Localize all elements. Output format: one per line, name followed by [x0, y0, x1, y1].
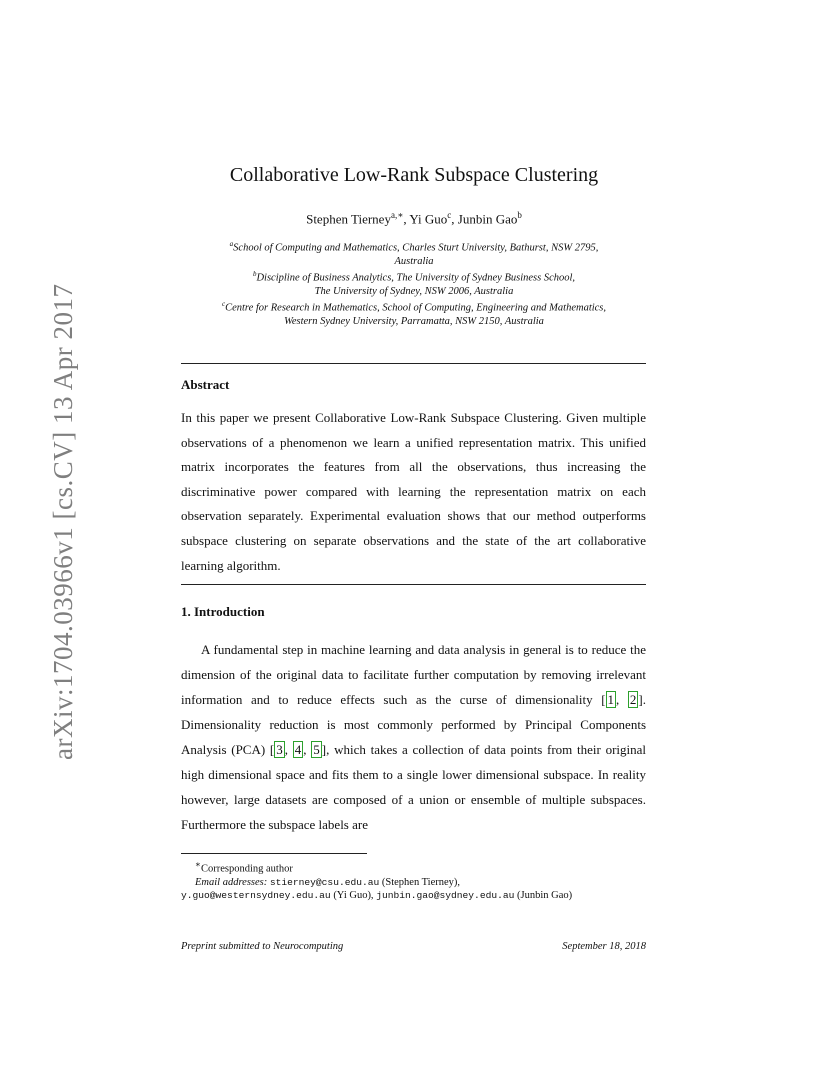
footnote-text: (Junbin Gao): [514, 889, 573, 901]
footnote: [181, 858, 651, 902]
citation-link[interactable]: 2: [629, 692, 637, 707]
section-heading-introduction: 1. Introduction: [181, 604, 265, 619]
abstract-heading: Abstract: [181, 377, 230, 392]
affiliation: [170, 238, 658, 268]
affiliation-line: School of Computing and Mathematics, Charles Sturt University, Bathurst, NSW 2795,: [233, 242, 599, 254]
author-list: Stephen Tierney$^{a,∗}$, Yi Guo$^c$, Junbin Gao$^b$: [306, 210, 522, 227]
affiliation-line: The University of Sydney, NSW 2006, Australia: [314, 285, 514, 297]
author-name: Junbin Gao: [457, 211, 518, 227]
paper-title: Collaborative Low-Rank Subspace Clustering: [229, 164, 599, 186]
body-text: ], which takes a collection of data points from their original high dimensional space and fits them to a single lower dimensional subspace. In reality however, large datasets are composed of a union or ensemble of multiple subspaces. Furthermore the subspace labels are: [181, 742, 647, 832]
body-text: ,: [303, 742, 312, 757]
email-link[interactable]: y.guo@westernsydney.edu.au: [181, 889, 331, 901]
citation-link[interactable]: 3: [276, 742, 283, 757]
preprint-note: Preprint submitted to Neurocomputing: [181, 941, 344, 952]
citation-link[interactable]: 5: [313, 742, 320, 757]
footnote-emails-line2: [181, 889, 651, 902]
preprint-date: September 18, 2018: [562, 941, 646, 952]
affiliations: [170, 238, 658, 328]
author-name: Stephen Tierney: [306, 211, 391, 227]
author-superscript: c: [447, 210, 452, 220]
body-text: ]. Dimensionality reduction is most commonly performed by Principal Components Analysis (PCA) [: [181, 692, 646, 757]
footnote-emails-line1: [181, 876, 651, 889]
affiliation-line: Australia: [394, 255, 434, 267]
affiliation-mark: b: [252, 269, 257, 278]
affiliation-line: Discipline of Business Analytics, The University of Sydney Business School,: [256, 272, 576, 284]
body-text: ,: [284, 742, 293, 757]
footnote-mark: ∗: [195, 859, 201, 869]
citation-link[interactable]: 1: [607, 692, 615, 707]
author-name: Yi Guo: [409, 211, 448, 227]
author-superscript: a,∗: [390, 210, 404, 220]
email-link[interactable]: junbin.gao@sydney.edu.au: [376, 889, 515, 901]
affiliation-line: Western Sydney University, Parramatta, NSW 2150, Australia: [284, 315, 544, 327]
abstract-bottom-rule: [181, 584, 646, 585]
affiliation-mark: c: [221, 299, 226, 308]
abstract-text: In this paper we present Collaborative Low-Rank Subspace Clustering. Given multiple observations of a phenomenon we learn a unified representation matrix. This unified matrix incorporates the features from all the observations, thus increasing the discriminative power compared with learning the representation matrix on each observation separately. Experimental evaluation shows that our method outperforms subspace clustering on separate observations and the state of the art collaborative learning algorithm.: [181, 410, 646, 573]
abstract-top-rule: [181, 363, 646, 364]
footnote-text: Corresponding author: [200, 863, 293, 875]
footnote-text: (Yi Guo),: [330, 889, 377, 901]
arxiv-identifier: arXiv:1704.03966v1 [cs.CV] 13 Apr 2017: [48, 283, 78, 760]
footnote-corresponding: [181, 858, 651, 876]
footnote-text: (Stephen Tierney),: [379, 876, 461, 888]
email-label: Email addresses:: [195, 876, 268, 888]
body-text: A fundamental step in machine learning and data analysis in general is to reduce the dimension of the original data to facilitate further computation by removing irrelevant information and to reduce effects such as the curse of dimensionality [: [181, 642, 646, 707]
introduction-paragraph: [181, 637, 646, 837]
body-text: ,: [616, 692, 628, 707]
author-superscript: b: [517, 210, 522, 220]
affiliation-mark: a: [229, 240, 234, 248]
affiliation: [170, 298, 658, 328]
footnote-rule: [181, 853, 367, 854]
affiliation: [170, 268, 658, 298]
citation-link[interactable]: 4: [294, 742, 302, 757]
email-link[interactable]: stierney@csu.edu.au: [269, 876, 380, 888]
affiliation-line: Centre for Research in Mathematics, School of Computing, Engineering and Mathematics,: [225, 302, 607, 314]
